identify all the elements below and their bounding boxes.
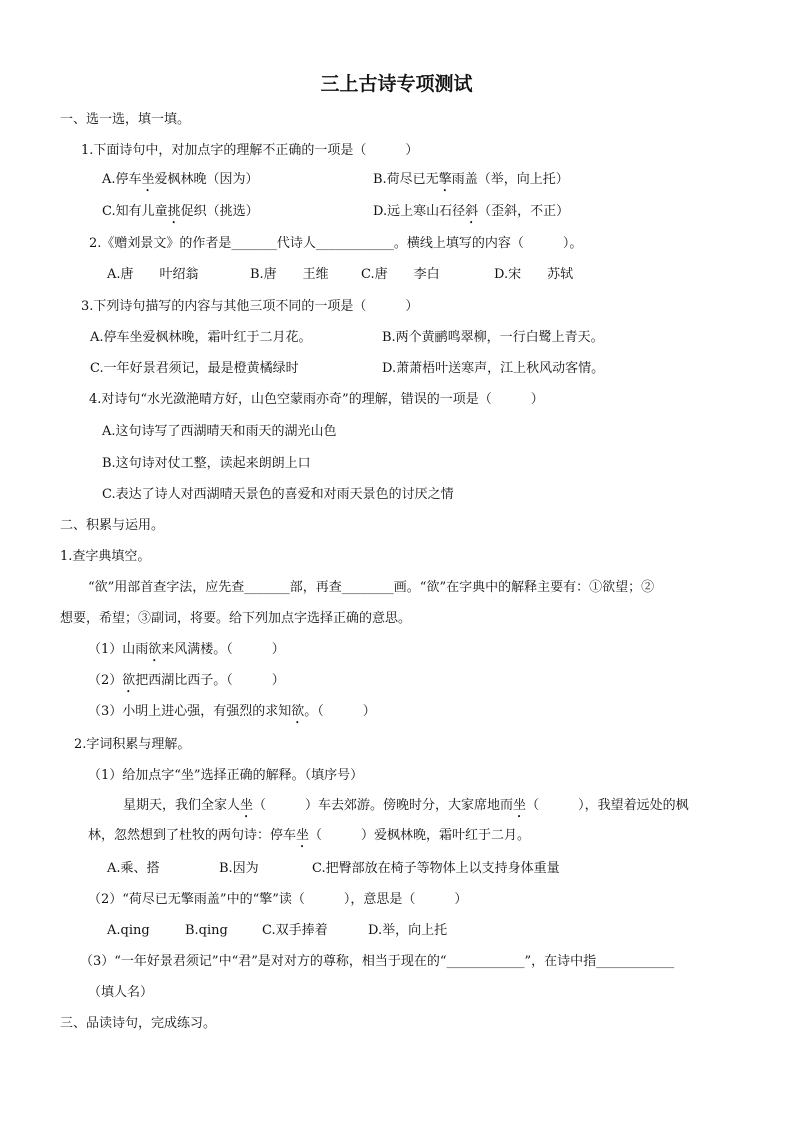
s2-q1-item-3-dotted-char: 欲 <box>291 704 305 719</box>
q1-option-a-post: 爱枫林晚（因为） <box>154 172 259 187</box>
q1-option-c-pre: C.知有儿童 <box>102 204 168 219</box>
q2-option-d: D.宋 苏轼 <box>494 267 574 282</box>
s2-q1-item-2 <box>88 672 285 696</box>
s2-q2-sub3-continuation: （填人名） <box>88 985 154 1000</box>
s2-q2-sub3: （3）“一年好景君须记”中“君”是对对方的尊称，相当于现在的“____________”，在诗中指____________ <box>80 954 675 969</box>
s2-q1-item-1 <box>88 641 285 665</box>
s2-q1-item-1-pre: （1）山雨 <box>88 642 149 657</box>
q2-option-b: B.唐 王维 <box>250 267 329 282</box>
q1-option-d-dotted-char: 斜 <box>465 204 479 219</box>
s2-q2-passage-line1-dotted-char-2: 坐 <box>513 798 527 813</box>
q1-option-b-post: 雨盖（举，向上托） <box>451 172 569 187</box>
q1-option-c-dotted-char: 挑 <box>167 204 181 219</box>
s2-q1-item-3 <box>88 703 376 727</box>
q1-option-a-pre: A.停车 <box>102 172 142 187</box>
q1-option-a-dotted-char: 坐 <box>141 172 155 187</box>
q3-stem: 3.下列诗句描写的内容与其他三项不同的一项是（ ） <box>81 299 419 314</box>
section-3-heading: 三、品读诗句，完成练习。 <box>60 1016 217 1031</box>
page-title: 三上古诗专项测试 <box>320 73 473 95</box>
s2-q1-label: 1.查字典填空。 <box>60 549 151 564</box>
s2-q2-label: 2.字词积累与理解。 <box>74 737 191 752</box>
q1-option-c-post: 促织（挑选） <box>180 204 259 219</box>
q1-stem: 1.下面诗句中，对加点字的理解不正确的一项是（ ） <box>81 143 419 158</box>
s2-q2-sub1: （1）给加点字“坐”选择正确的解释。（填序号） <box>88 768 364 783</box>
s2-q1-paragraph-line1: “欲”用部首查字法，应先查_______部，再查________画。“欲”在字典中的解释主要有：①欲望；② <box>88 580 655 595</box>
s2-q2-option-a: A.乘、搭 <box>107 861 160 876</box>
q2-option-a: A.唐 叶绍翁 <box>107 267 199 282</box>
q1-option-b <box>373 171 569 195</box>
q1-option-d <box>373 203 569 227</box>
s2-q1-item-1-post: 来风满楼。（ ） <box>161 642 285 657</box>
section-2-heading: 二、积累与运用。 <box>60 518 165 533</box>
q1-option-a <box>102 171 259 195</box>
s2-q1-item-3-post: 。（ ） <box>304 704 376 719</box>
s2-q2-option-c: C.把臀部放在椅子等物体上以支持身体重量 <box>312 861 560 876</box>
s2-q2-passage-line1-dotted-char-1: 坐 <box>240 798 254 813</box>
s2-q1-item-2-pre: （2） <box>88 673 123 688</box>
s2-q2-passage-line2-c: （ ）爱枫林晚，霜叶红于二月。 <box>309 828 531 843</box>
s2-q2-passage-line1 <box>123 797 689 821</box>
q2-stem: 2.《赠刘景文》的作者是_______代诗人____________。横线上填写的内容（ ）。 <box>89 236 583 251</box>
q4-option-b: B.这句诗对仗工整，读起来朗朗上口 <box>102 456 311 471</box>
q4-option-a: A.这句诗写了西湖晴天和雨天的湖光山色 <box>102 424 337 439</box>
s2-q1-item-1-dotted-char: 欲 <box>148 642 162 657</box>
q3-option-d: D.萧萧梧叶送寒声，江上秋风动客情。 <box>382 361 605 376</box>
s2-q1-item-2-dotted-char: 欲 <box>122 673 136 688</box>
q4-option-c: C.表达了诗人对西湖晴天景色的喜爱和对雨天景色的讨厌之情 <box>102 487 454 502</box>
s2-q2-passage-line2-a: 林，忽然想到了杜牧的两句诗：停车 <box>88 828 297 843</box>
s2-q2-sub2-option-d: D.举，向上托 <box>368 923 448 938</box>
s2-q1-item-3-pre: （3）小明上进心强，有强烈的求知 <box>88 704 292 719</box>
s2-q1-item-2-post: 把西湖比西子。（ ） <box>135 673 285 688</box>
q1-option-c <box>102 203 259 227</box>
q3-option-b: B.两个黄鹂鸣翠柳，一行白鹭上青天。 <box>382 330 604 345</box>
q1-option-b-pre: B.荷尽已无 <box>373 172 439 187</box>
q1-option-d-pre: D.远上寒山石径 <box>373 204 466 219</box>
s2-q2-sub2-option-c: C.双手捧着 <box>262 923 328 938</box>
s2-q2-passage-line2 <box>88 827 530 851</box>
q1-option-d-post: （歪斜，不正） <box>478 204 570 219</box>
s2-q2-passage-line2-dotted-char: 坐 <box>296 828 310 843</box>
q2-option-c: C.唐 李白 <box>361 267 440 282</box>
s2-q1-paragraph-line2: 想要，希望；③副词，将要。给下列加点字选择正确的意思。 <box>60 611 412 626</box>
s2-q2-option-b: B.因为 <box>219 861 259 876</box>
s2-q2-sub2-option-b: B.qing <box>185 923 228 938</box>
q3-option-a: A.停车坐爱枫林晚，霜叶红于二月花。 <box>90 330 312 345</box>
s2-q2-passage-line1-a: 星期天，我们全家人 <box>123 798 241 813</box>
q3-option-c: C.一年好景君须记，最是橙黄橘绿时 <box>90 361 299 376</box>
s2-q2-sub2-option-a: A.qing <box>107 923 150 938</box>
q4-stem: 4.对诗句“水光潋滟晴方好，山色空蒙雨亦奇”的理解，错误的一项是（ ） <box>89 392 544 407</box>
q1-option-b-dotted-char: 擎 <box>438 172 452 187</box>
section-1-heading: 一、选一选，填一填。 <box>60 112 191 127</box>
s2-q2-passage-line1-e: （ ），我望着远处的枫 <box>526 798 689 813</box>
s2-q2-passage-line1-c: （ ）车去郊游。傍晚时分，大家席地而 <box>253 798 514 813</box>
s2-q2-sub2: （2）“荷尽已无擎雨盖”中的“擎”读（ ），意思是（ ） <box>88 892 468 907</box>
